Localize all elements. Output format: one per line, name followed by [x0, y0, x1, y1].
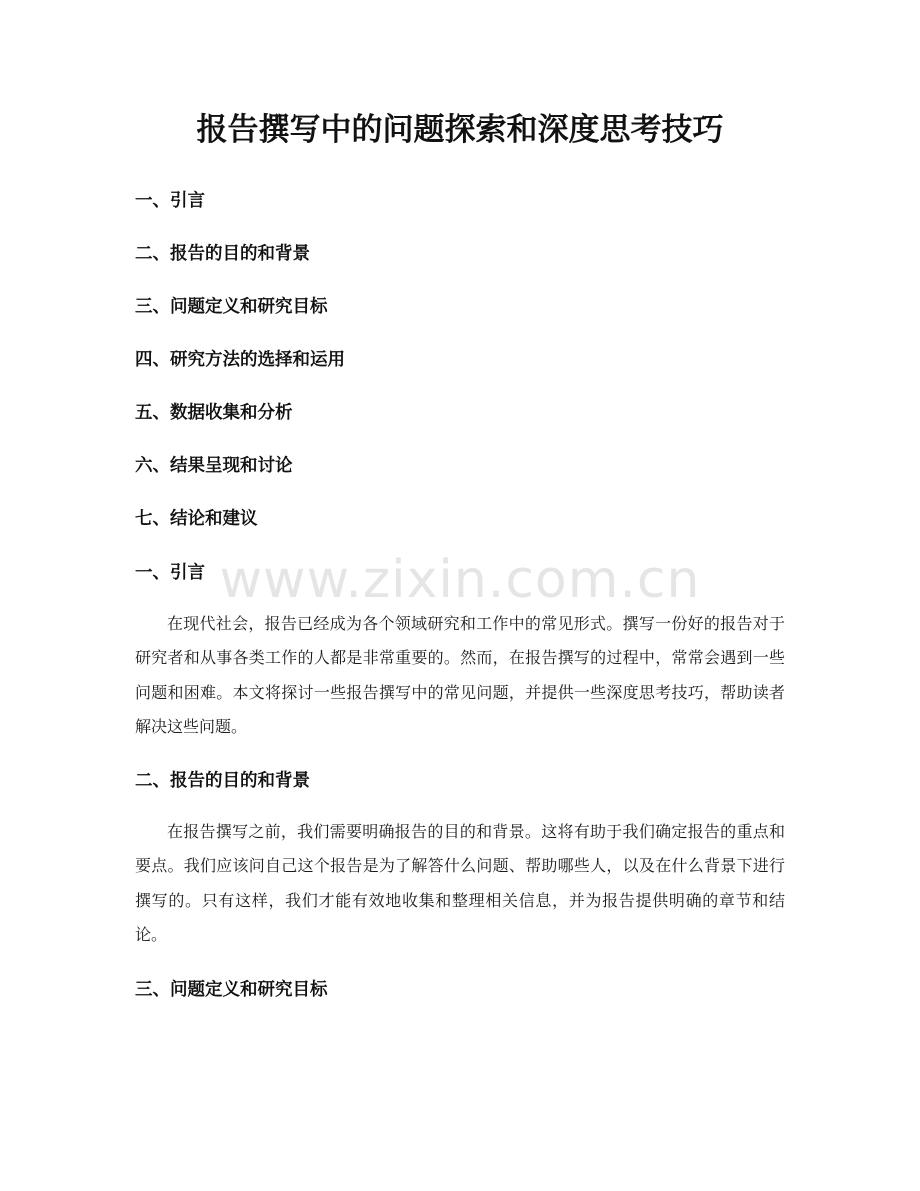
- toc-item: 四、研究方法的选择和运用: [135, 350, 345, 370]
- toc-item: 三、问题定义和研究目标: [135, 297, 328, 317]
- toc-item: 五、数据收集和分析: [135, 403, 293, 423]
- toc-item: 六、结果呈现和讨论: [135, 456, 293, 476]
- section-paragraph-introduction: 在现代社会，报告已经成为各个领域研究和工作中的常见形式。撰写一份好的报告对于研究者和从事各类工作的人都是非常重要的。然而，在报告撰写的过程中，常常会遇到一些问题和困难。本文将探讨一些报告撰写中的常见问题，并提供一些深度思考技巧，帮助读者解决这些问题。: [135, 614, 785, 736]
- section-paragraph-purpose-background: 在报告撰写之前，我们需要明确报告的目的和背景。这将有助于我们确定报告的重点和要点。我们应该问自己这个报告是为了解答什么问题、帮助哪些人，以及在什么背景下进行撰写的。只有这样，我们才能有效地收集和整理相关信息，并为报告提供明确的章节和结论。: [135, 822, 785, 944]
- watermark: www.zixin.com.cn: [219, 550, 701, 610]
- document-title: 报告撰写中的问题探索和深度思考技巧: [196, 112, 724, 148]
- section-heading-problem-definition: 三、问题定义和研究目标: [135, 980, 328, 1000]
- toc-item: 一、引言: [135, 191, 205, 211]
- section-heading-purpose-background: 二、报告的目的和背景: [135, 771, 310, 791]
- section-heading-introduction: 一、引言: [135, 563, 205, 583]
- table-of-contents: [135, 186, 345, 557]
- toc-item: 七、结论和建议: [135, 509, 258, 529]
- toc-item: 二、报告的目的和背景: [135, 244, 310, 264]
